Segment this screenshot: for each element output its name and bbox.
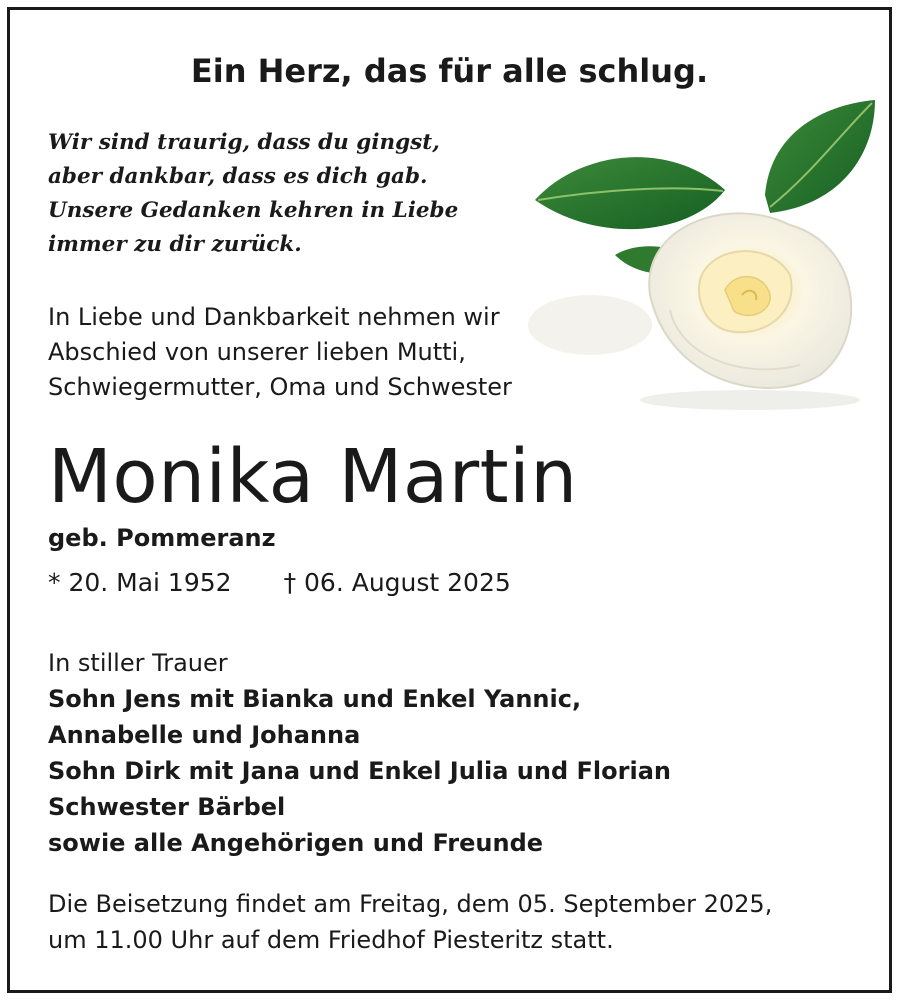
intro-text — [48, 300, 512, 405]
headline: Ein Herz, das für alle schlug. — [190, 52, 709, 90]
mourners — [48, 645, 671, 861]
mourner-line: Sohn Jens mit Bianka und Enkel Yannic, — [48, 685, 582, 713]
mourner-line: Sohn Dirk mit Jana und Enkel Julia und Florian — [48, 757, 671, 785]
verse-line: aber dankbar, dass es dich gab. — [48, 164, 428, 189]
verse — [48, 126, 458, 262]
verse-line: Unsere Gedanken kehren in Liebe — [48, 198, 459, 223]
mourner-line: Schwester Bärbel — [48, 793, 286, 821]
funeral-info — [48, 886, 772, 958]
intro-line: Abschied von unserer lieben Mutti, — [48, 338, 466, 366]
verse-line: immer zu dir zurück. — [48, 232, 302, 257]
mourner-line: Annabelle und Johanna — [48, 721, 361, 749]
mourners-intro: In stiller Trauer — [48, 649, 228, 677]
birth-name: geb. Pommeranz — [48, 524, 276, 552]
white-rose-image — [520, 95, 880, 425]
intro-line: Schwiegermutter, Oma und Schwester — [48, 373, 512, 401]
life-dates — [48, 568, 511, 597]
verse-line: Wir sind traurig, dass du gingst, — [48, 130, 440, 155]
intro-line: In Liebe und Dankbarkeit nehmen wir — [48, 303, 500, 331]
mourner-line: sowie alle Angehörigen und Freunde — [48, 829, 544, 857]
death-date: † 06. August 2025 — [283, 568, 511, 597]
deceased-name: Monika Martin — [48, 434, 578, 520]
funeral-line: Die Beisetzung findet am Freitag, dem 05. September 2025, — [48, 890, 773, 918]
birth-date: * 20. Mai 1952 — [48, 568, 232, 597]
funeral-line: um 11.00 Uhr auf dem Friedhof Piesteritz statt. — [48, 926, 614, 954]
